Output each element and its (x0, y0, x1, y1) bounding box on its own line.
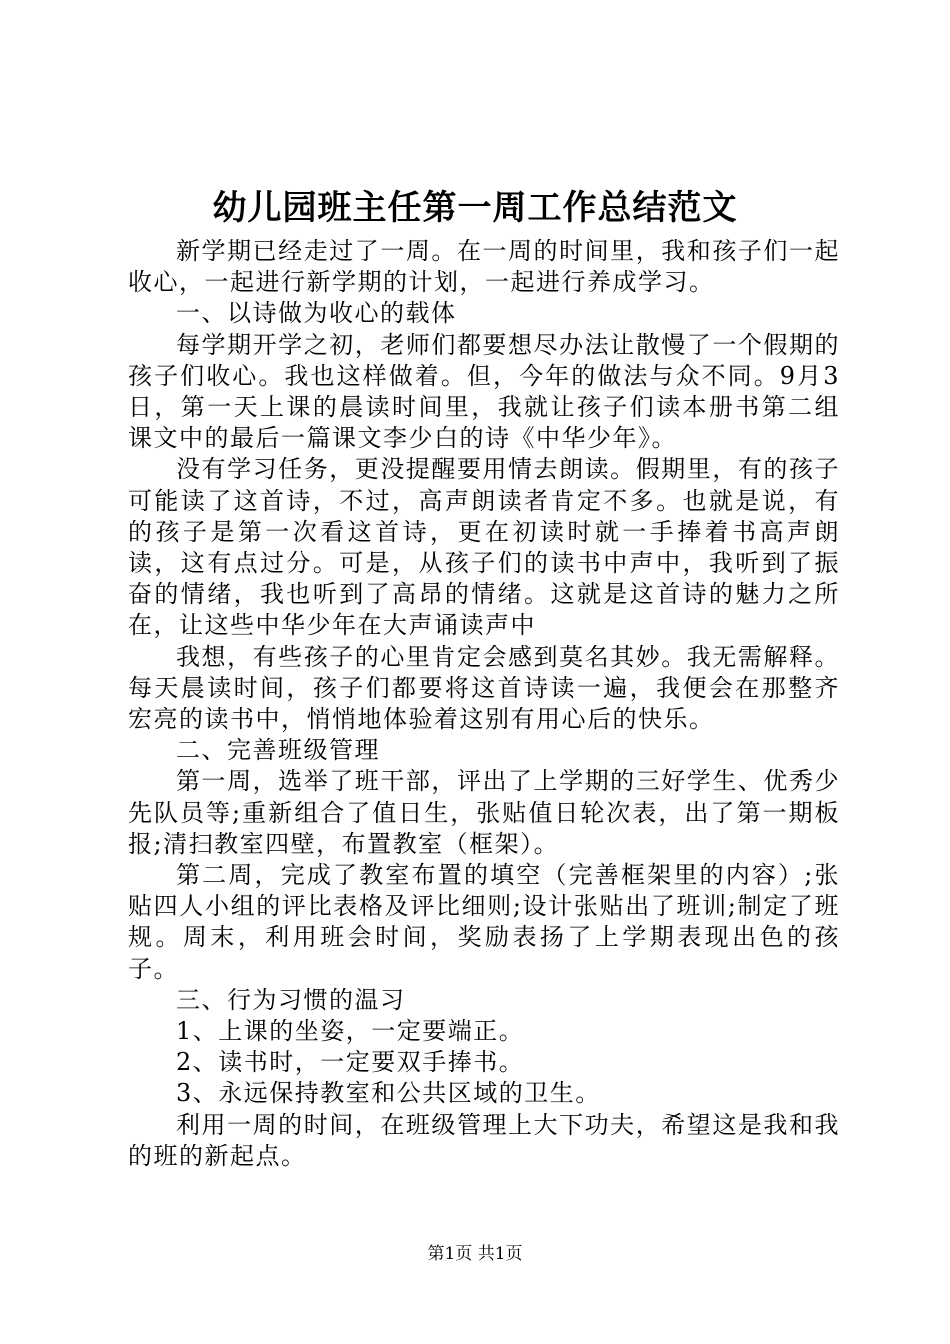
section-heading-3: 三、行为习惯的温习 (176, 985, 406, 1014)
section-heading-1: 一、以诗做为收心的载体 (176, 299, 457, 328)
paragraph: 没有学习任务，更没提醒要用情去朗读。假期里，有的孩子可能读了这首诗，不过，高声朗读者肯定不多。也就是说，有的孩子是第一次看这首诗，更在初读时就一手捧着书高声朗读，这有点过分。可是，从孩子们的读书中声中，我听到了振奋的情绪，我也听到了高昂的情绪。这就是这首诗的魅力之所在，让这些中华少年在大声诵读声中 (128, 455, 840, 640)
paragraph: 第一周，选举了班干部，评出了上学期的三好学生、优秀少先队员等;重新组合了值日生，张贴值日轮次表，出了第一期板报;清扫教室四壁，布置教室（框架）。 (128, 767, 840, 858)
document-title: 幼儿园班主任第一周工作总结范文 (212, 188, 738, 228)
list-item: 2、读书时，一定要双手捧书。 (176, 1048, 525, 1077)
section-heading-2: 二、完善班级管理 (176, 736, 380, 765)
page-footer: 第1页 共1页 (427, 1244, 523, 1264)
list-item: 3、永远保持教室和公共区域的卫生。 (176, 1079, 601, 1108)
document-body (128, 236, 840, 1172)
paragraph-conclusion: 利用一周的时间，在班级管理上大下功夫，希望这是我和我的班的新起点。 (128, 1110, 840, 1170)
paragraph: 每学期开学之初，老师们都要想尽办法让散慢了一个假期的孩子们收心。我也这样做着。但，今年的做法与众不同。9月3日，第一天上课的晨读时间里，我就让孩子们读本册书第二组课文中的最后一篇课文李少白的诗《中华少年》。 (128, 330, 840, 453)
paragraph: 第二周，完成了教室布置的填空（完善框架里的内容）;张贴四人小组的评比表格及评比细则;设计张贴出了班训;制定了班规。周末，利用班会时间，奖励表扬了上学期表现出色的孩子。 (128, 861, 840, 983)
paragraph: 我想，有些孩子的心里肯定会感到莫名其妙。我无需解释。每天晨读时间，孩子们都要将这首诗读一遍，我便会在那整齐宏亮的读书中，悄悄地体验着这别有用心后的快乐。 (128, 642, 840, 734)
paragraph-intro: 新学期已经走过了一周。在一周的时间里，我和孩子们一起收心，一起进行新学期的计划，一起进行养成学习。 (128, 237, 840, 297)
list-item: 1、上课的坐姿，一定要端正。 (176, 1017, 525, 1046)
